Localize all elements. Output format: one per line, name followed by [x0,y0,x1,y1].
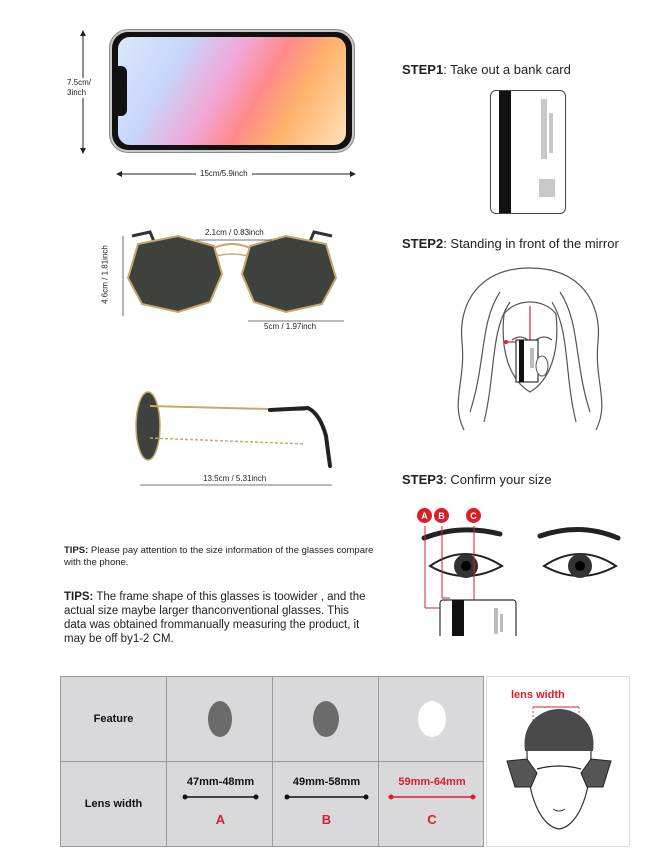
face-with-glasses-illustration [487,701,631,846]
card-magnetic-stripe [499,91,511,213]
feature-cell-c [378,676,484,762]
bank-card-illustration [490,90,566,214]
glasses-side-illustration [130,388,340,483]
step2-label: STEP2 [402,236,444,251]
bridge-dimension-line [196,236,272,244]
lens-letter-a: A [215,812,226,827]
frame-height-label: 4.6cm / 1.81inch [100,245,110,304]
step2-title [402,236,619,251]
lens-letter-b: B [321,812,332,827]
woman-mirror-illustration [440,262,620,434]
phone-height-label: 7.5cm/ 3inch [67,78,99,98]
tips-frame-note [64,590,369,646]
tips-text: The frame shape of this glasses is toowider , and the actual size maybe larger thanconventional glasses. This data was obtained frommanually measuring the product, it may be off by1-2 CM. [64,591,366,645]
table-header-cell-feature [60,676,167,762]
face-silhouette-icon [379,677,485,763]
lens-cell-b [272,761,379,847]
feature-header: Feature [93,713,134,725]
bridge-width-label: 2.1cm / 0.83inch [205,228,264,237]
step3-text: : Confirm your size [443,472,552,487]
step2-text: : Standing in front of the mirror [443,236,619,251]
badge-a: A [417,508,432,523]
step3-label: STEP3 [402,472,444,487]
lens-measure-c: 59mm-64mm [398,776,466,788]
lens-letter-c: C [427,812,437,827]
tips-label: TIPS: [64,591,94,603]
lens-width-example-panel [486,676,630,847]
measure-line [273,792,380,802]
phone-screen [118,37,346,145]
face-silhouette-icon [273,677,380,763]
step1-title [402,62,571,77]
lens-width-label: 5cm / 1.97inch [264,322,317,331]
card-panel-small [549,113,553,153]
size-table [60,676,484,847]
card-chip-area [539,179,555,197]
measure-line [379,792,485,802]
lens-cell-a [166,761,273,847]
badge-b: B [434,508,449,523]
face-silhouette-icon [167,677,274,763]
eyes-measure-illustration [410,520,632,636]
tips-size-note [64,545,374,569]
lens-measure-b: 49mm-58mm [292,776,361,788]
tips-text: Please pay attention to the size information of the glasses compare with the phone. [64,545,374,568]
measure-line [167,792,274,802]
phone-notch [117,66,127,116]
feature-cell-b [272,676,379,762]
phone-illustration [112,32,352,150]
temple-length-label: 13.5cm / 5.31inch [200,474,269,483]
badge-c: C [466,508,481,523]
lens-cell-c [378,761,484,847]
lens-width-header: Lens width [84,798,143,810]
tips-label: TIPS: [64,545,89,556]
feature-cell-a [166,676,273,762]
card-signature-panel [541,99,547,159]
step1-label: STEP1 [402,62,444,77]
lens-measure-a: 47mm-48mm [186,776,255,788]
table-header-cell-lens-width [60,761,167,847]
step1-text: : Take out a bank card [443,62,571,77]
frame-height-dimension-line [120,236,126,316]
phone-width-label: 15cm/5.9inch [196,169,252,178]
lens-width-example-label: lens width [511,689,565,701]
step3-title [402,472,552,487]
